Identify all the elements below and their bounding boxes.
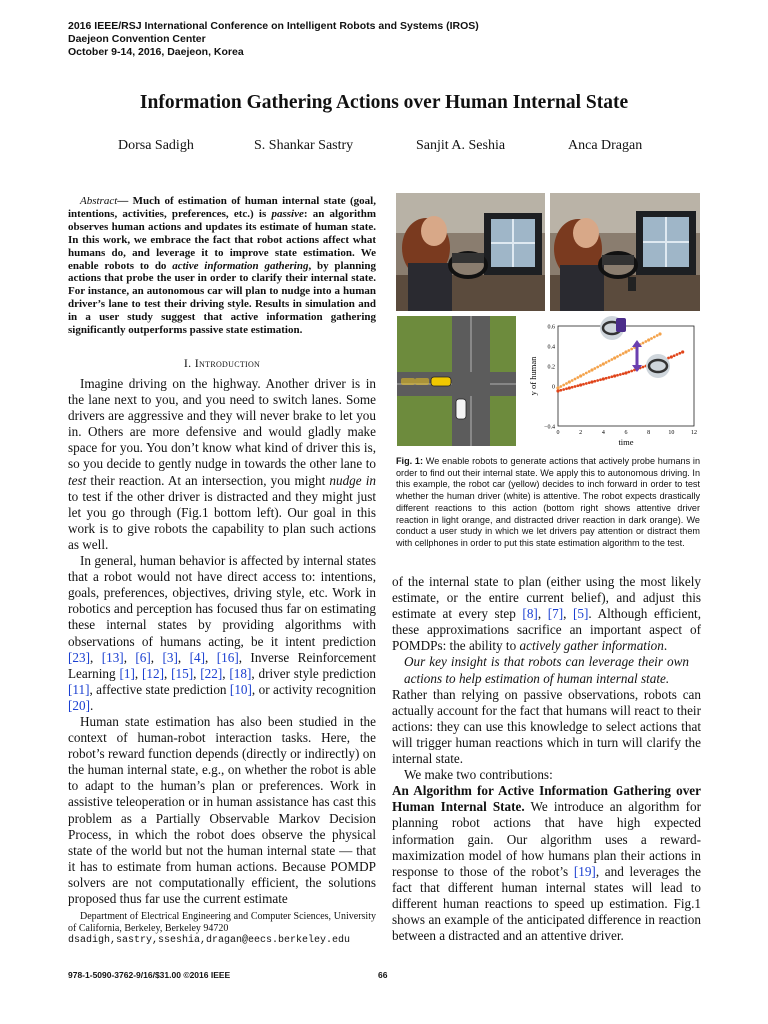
right-column — [392, 574, 701, 944]
citation-link[interactable]: [16] — [216, 649, 239, 665]
series-1-dot — [610, 358, 613, 361]
caption-text: We enable robots to generate actions that actively probe humans in order to find out their internal state. We apply this to autonomous driving. In this example, the robot car (yellow) decides to inch forward in order to test whether the human driver (white) is attentive. The robot expects drastically different reactions to this action (bottom right shows attentive driver reaction in light orange, and distracted driver reaction in dark orange). We conduct a user study in which we let drivers pay attention or distract them with cellphones in order to put this state estimation algorithm to the test. — [396, 456, 701, 548]
abstract-dash: — — [117, 195, 133, 207]
series-2-point — [579, 383, 582, 386]
series-1-point — [624, 350, 627, 353]
intersection-simulation — [397, 316, 516, 446]
series-1-dot — [599, 364, 602, 367]
citation-link[interactable]: [5] — [573, 606, 589, 622]
series-1-point — [568, 380, 571, 383]
citation-link[interactable]: [13] — [101, 649, 124, 665]
x-tick-label: 10 — [668, 430, 675, 436]
abstract-emph: passive — [271, 207, 304, 220]
series-1-dot — [562, 384, 565, 387]
series-1-point — [556, 386, 559, 389]
series-2-dot — [642, 366, 645, 369]
conference-header — [68, 20, 479, 59]
series-2-dot — [630, 370, 633, 373]
series-1-dot — [596, 366, 599, 369]
series-1-dot — [582, 373, 585, 376]
series-1-dot — [622, 352, 625, 355]
series-2-dot — [678, 352, 681, 355]
key-insight-quote: Our key insight is that robots can leverage their own actions to help estimation of human internal state. — [404, 654, 689, 686]
series-2-dot — [585, 382, 588, 385]
author-emails: dsadigh,sastry,sseshia,dragan@eecs.berkeley.edu — [68, 935, 351, 946]
paper-title: Information Gathering Actions over Human Internal State — [139, 92, 629, 113]
figure-caption — [396, 456, 700, 550]
series-2-point — [602, 377, 605, 380]
series-1-dot — [608, 360, 611, 363]
paragraph: In general, human behavior is affected by internal states that a robot would not have direct access to: intentions, goals, preferences, objectives, driving style, etc. Work in robotics and perception has focused thus far on estimating these internal states by providing algorithms with observations of humans acting, be it intent prediction [23], [13], [6], [3], [4], [16], Inverse Reinforcement Learning [1], [12], [15], [22], [18], driver style prediction [11], affective state prediction [10], or activity recognition [20]. — [68, 553, 377, 713]
citation-link[interactable]: [18] — [229, 665, 252, 681]
y-tick-label: 0.6 — [547, 324, 555, 331]
x-axis-label: time — [618, 437, 634, 447]
series-2-dot — [562, 388, 565, 391]
author-2: S. Shankar Sastry — [254, 138, 354, 153]
y-tick-label: 0.4 — [547, 344, 555, 351]
y-tick-label: 0 — [552, 384, 555, 391]
section-number: I. — [183, 356, 192, 370]
series-1-dot — [627, 349, 630, 352]
citation-link[interactable]: [20] — [68, 697, 90, 713]
series-2-dot — [608, 376, 611, 379]
series-1-dot — [605, 361, 608, 364]
affiliation-text: Department of Electrical Engineering and Computer Sciences, University of California, Berkeley, Berkeley 94720 — [68, 911, 376, 934]
x-tick-label: 0 — [556, 430, 560, 436]
series-1-point — [647, 338, 650, 341]
citation-link[interactable]: [6] — [135, 649, 151, 665]
citation-link[interactable]: [10] — [229, 681, 252, 697]
series-2-dot — [588, 381, 591, 384]
x-tick-label: 2 — [579, 430, 583, 436]
author-3: Sanjit A. Seshia — [416, 138, 506, 153]
page-number: 66 — [378, 970, 388, 980]
caption-label: Fig. 1: — [396, 456, 424, 466]
series-1-dot — [616, 355, 619, 358]
reaction-chart — [522, 316, 702, 448]
paragraph: We make two contributions: — [404, 767, 553, 783]
x-tick-label: 12 — [691, 430, 697, 436]
series-2-dot — [559, 389, 562, 392]
series-1-dot — [642, 342, 645, 345]
series-2-point — [590, 380, 593, 383]
series-2-point — [613, 374, 616, 377]
citation-link[interactable]: [4] — [189, 649, 206, 665]
distracted-driver-icon — [600, 316, 626, 340]
series-2-point — [670, 355, 673, 358]
x-tick-label: 6 — [624, 430, 628, 436]
series-1-dot — [630, 348, 633, 351]
series-2-dot — [676, 353, 679, 356]
series-1-dot — [585, 372, 588, 375]
y-axis-label: y of human — [528, 356, 538, 396]
series-1-dot — [644, 340, 647, 343]
photo-distracted-driver — [550, 193, 700, 311]
paragraph: Imagine driving on the highway. Another driver is in the lane next to you, and you need to switch lanes. Some drivers are aggressive and they will never brake to let you in. Others are more defensive and would gladly make space for you. You don’t know what kind of driver this is, so you decide to gently nudge in towards the other lane to test their reaction. At an intersection, you might nudge in to test if the other driver is distracted and they might just let you go through (Fig.1 bottom left). Our goal in this work is to give robots the capability to plan such actions as well. — [68, 376, 376, 552]
abstract — [68, 195, 376, 337]
series-1-dot — [574, 378, 577, 381]
citation-link[interactable]: [15] — [171, 665, 194, 681]
citation-link[interactable]: [3] — [162, 649, 178, 665]
photo-attentive-driver — [396, 193, 545, 311]
attentive-driver-icon — [646, 354, 670, 378]
human-car — [456, 399, 466, 419]
series-1-dot — [619, 354, 622, 357]
section-name: Introduction — [194, 356, 261, 370]
citation-link[interactable]: [1] — [119, 665, 135, 681]
series-2-dot — [596, 379, 599, 382]
citation-link[interactable]: [22] — [200, 665, 223, 681]
series-1-dot — [653, 336, 656, 339]
series-1-point — [579, 374, 582, 377]
left-column — [68, 376, 376, 907]
series-2-dot — [576, 384, 579, 387]
series-2-point — [556, 389, 559, 392]
series-2-dot — [574, 385, 577, 388]
series-2-dot — [571, 386, 574, 389]
series-2-dot — [673, 354, 676, 357]
series-2-point — [568, 386, 571, 389]
series-1-point — [613, 356, 616, 359]
series-1-dot — [576, 376, 579, 379]
paragraph: An Algorithm for Active Information Gathering over Human Internal State. We introduce an algorithm for planning robot actions that have high expected information gain. Our algorithm uses a reward-maximization model of how humans plan their actions in response to those of the robot’s [19], and leverages the fact that different human internal states will lead to different human reactions to speed up estimation. Fig.1 shows an example of the anticipated difference in reaction between a distracted and an attentive driver. — [392, 783, 701, 944]
paragraph: of the internal state to plan (either using the most likely estimate, or the entire current belief), and adjust this estimate at every step [8], [7], [5]. Although efficient, these approximations sacrifice an important aspect of POMDPs: the ability to actively gather information. — [392, 574, 701, 654]
abstract-text: Much of estimation of human internal state (goal, intentions, activities, preferences, etc.) is — [68, 195, 376, 220]
citation-link[interactable]: [7] — [547, 606, 564, 622]
abstract-label: Abstract — [80, 195, 118, 207]
series-1-dot — [571, 379, 574, 382]
citation-link[interactable]: [8] — [522, 606, 538, 622]
series-1-dot — [559, 385, 562, 388]
series-2-point — [624, 371, 627, 374]
series-2-dot — [593, 380, 596, 383]
robot-car — [431, 377, 451, 386]
series-2-point — [681, 350, 684, 353]
series-2-dot — [582, 383, 585, 386]
abstract-emph: active information gathering — [172, 259, 309, 272]
paragraph: Rather than relying on passive observations, robots can actually account for the fact that humans will react to their actions: they can use this knowledge to select actions that will trigger human reactions which in turn will clarify the internal state. — [392, 686, 701, 767]
series-2-dot — [619, 373, 622, 376]
series-2-dot — [565, 387, 568, 390]
chart-axes — [544, 325, 697, 437]
series-1-dot — [650, 337, 653, 340]
citation-link[interactable]: [19] — [573, 863, 596, 879]
plot-frame — [558, 326, 694, 426]
author-4: Anca Dragan — [568, 138, 643, 153]
conference-venue: Daejeon Convention Center — [68, 33, 206, 45]
series-2-dot — [616, 374, 619, 377]
x-tick-label: 8 — [647, 430, 651, 436]
series-2-dot — [627, 371, 630, 374]
citation-link[interactable]: [23] — [68, 649, 90, 665]
abstract-text: , by planning actions that probe the user in order to clarify their internal state. For instance, an autonomous car will plan to nudge into a human driver’s lane to test their driving style. Results in simulation and in a user study suggest that active information gathering significantly outperforms passive state estimation. — [68, 259, 376, 337]
y-tick-label: 0.2 — [547, 364, 555, 371]
paragraph: Human state estimation has also been studied in the context of human-robot interaction tasks. Here, the robot’s reward function depends (directly or indirectly) on the human internal state, e.g., on whether the robot is able to adapt to the human’s plan or preferences. Work in assistive teleoperation or in human assistance has cast this problem as a Partially Observable Markov Decision Process, in which the robot does observe the physical state of the world but not the human internal state — that it has to estimate from human actions. Because POMDP solvers are not computationally efficient, the solutions proposed thus far use the current estimate — [68, 713, 376, 906]
x-tick-label: 4 — [601, 430, 605, 436]
conference-name: 2016 IEEE/RSJ International Conference on Intelligent Robots and Systems (IROS) — [68, 20, 479, 32]
isbn-footer: 978-1-5090-3762-9/16/$31.00 ©2016 IEEE — [68, 970, 231, 980]
series-1-point — [602, 362, 605, 365]
series-1-dot — [593, 367, 596, 370]
section-heading — [68, 356, 376, 371]
series-1-dot — [565, 382, 568, 385]
series-1-dot — [588, 370, 591, 373]
affiliation-footnote — [68, 911, 376, 947]
series-1-dot — [656, 334, 659, 337]
series-1-point — [658, 332, 661, 335]
abstract-text: : an algorithm observes human actions and updates its estimate of human state. In this work, we embrace the fact that robot actions affect what humans do, and leverage it to improve state estimation. We enable robots to do — [68, 207, 376, 272]
series-2-dot — [610, 375, 613, 378]
citation-link[interactable]: [12] — [141, 665, 164, 681]
conference-dates: October 9-14, 2016, Daejeon, Korea — [68, 46, 244, 58]
citation-link[interactable]: [11] — [68, 681, 90, 697]
series-2-dot — [599, 378, 602, 381]
y-tick-label: −0.4 — [544, 424, 555, 431]
series-2-dot — [622, 372, 625, 375]
author-1: Dorsa Sadigh — [118, 138, 194, 153]
series-2-dot — [605, 377, 608, 380]
series-1-point — [590, 368, 593, 371]
